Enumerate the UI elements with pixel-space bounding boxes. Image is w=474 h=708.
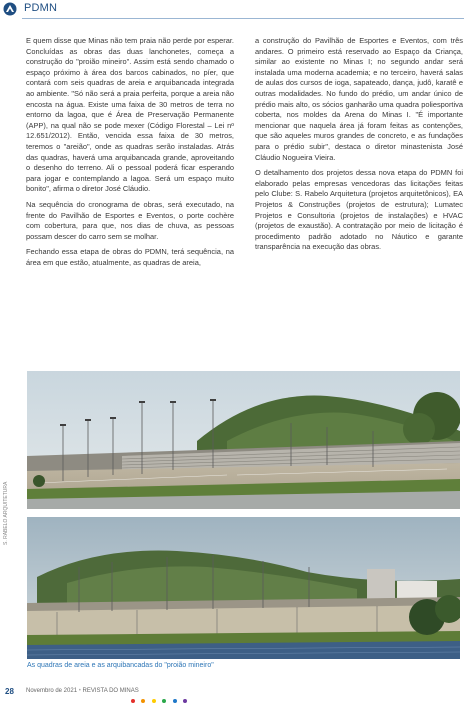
section-label: PDMN xyxy=(24,2,58,14)
photo-caption: As quadras de areia e as arquibancadas do "proião mineiro" xyxy=(27,662,214,669)
paragraph: Na sequência do cronograma de obras, será executado, na frente do Pavilhão de Esportes e Eventos, o porte cochère com cobertura, para que, nos dias de chuva, as pessoas possam descer do carro sem se molhar. xyxy=(26,199,234,241)
footer-issue xyxy=(26,688,139,694)
minas-tennis-clube-logo-icon xyxy=(3,2,17,16)
rendering-courts-photo xyxy=(27,517,460,659)
footer-separator: • xyxy=(78,688,83,694)
page-number: 28 xyxy=(5,687,14,696)
paragraph: a construção do Pavilhão de Esportes e Eventos, com três andares. O primeiro está reservado ao Espaço da Criança, similar ao existente no Minas I; no segundo andar será instalada uma moderna academia; e no terceiro, haverá salas de aulas dos cursos de ioga, sapateado, dança, judô, karatê e outras modalidades. No fundo do prédio, um andar único de prédio mais alto, os sócios ganharão uma quadra poliesportiva coberta, nos moldes da Arena do Minas I. "É importante mencionar que naquela área já foram feitas as contenções, que são aqueles muros grandes de concreto, e as fundações para o prédio subir", destaca o diretor minastenista José Cláudio Nogueira Vieira. xyxy=(255,36,463,162)
photo-credit-text: S. RABELO ARQUITETURA xyxy=(3,481,9,545)
article-right-column xyxy=(255,36,463,258)
rendering-stands-photo xyxy=(27,371,460,509)
rendering-stands-image xyxy=(27,371,460,509)
header-divider xyxy=(22,18,464,19)
article-left-column xyxy=(26,36,234,273)
issue-date: Novembro de 2021 xyxy=(26,688,78,694)
rendering-courts-image xyxy=(27,517,460,659)
paragraph: E quem disse que Minas não tem praia não perde por esperar. Concluídas as obras das duas lanchonetes, começa a construção do "proião mineiro". Assim está sendo chamado o espaço próximo à área dos barcos cabinados, no píer, que contará com seis quadras de areia e arquibancada integrada ao ambiente. "Só não será a praia perfeita, porque a areia não encosta na água. Existe uma faixa de 30 metros de terra no entorno da lagoa, que é Área de Preservação Permanente (APP), na qual não se pode mexer (Código Florestal – Lei nº 12.651/2012). Então, vencida essa faixa de 30 metros, teremos o "areião", onde as quadras serão instaladas. Atrás das quadras, haverá uma arquibancada grande, aproveitando o desenho do terreno. Ali o pessoal poderá ficar esperando para jogar e contemplando a lagoa. Será um espaço muito bonito", afirma o diretor José Cláudio. xyxy=(26,36,234,194)
page-footer xyxy=(0,682,474,700)
paragraph: O detalhamento dos projetos dessa nova etapa do PDMN foi elaborado pelas empresas vencedoras das licitações feitas pelo Clube: S. Rabelo Arquitetura (projetos arquitetônicos), EA Projetos & Construções (projetos de estrutura); Lumatec Projetos e Consultoria (projetos de instalações) e HVAC (projetos de exaustão). A contratação por meio de licitação é procedimento padrão adotado no Náutico e garante transparência na execução das obras. xyxy=(255,168,463,252)
paragraph: Fechando essa etapa de obras do PDMN, terá sequência, na área em que estão, atualmente, as quadras de areia, xyxy=(26,247,234,267)
color-dots xyxy=(131,690,189,708)
page-header xyxy=(0,0,474,18)
publication-name: REVISTA DO MINAS xyxy=(82,688,139,694)
photo-credit xyxy=(3,395,11,545)
